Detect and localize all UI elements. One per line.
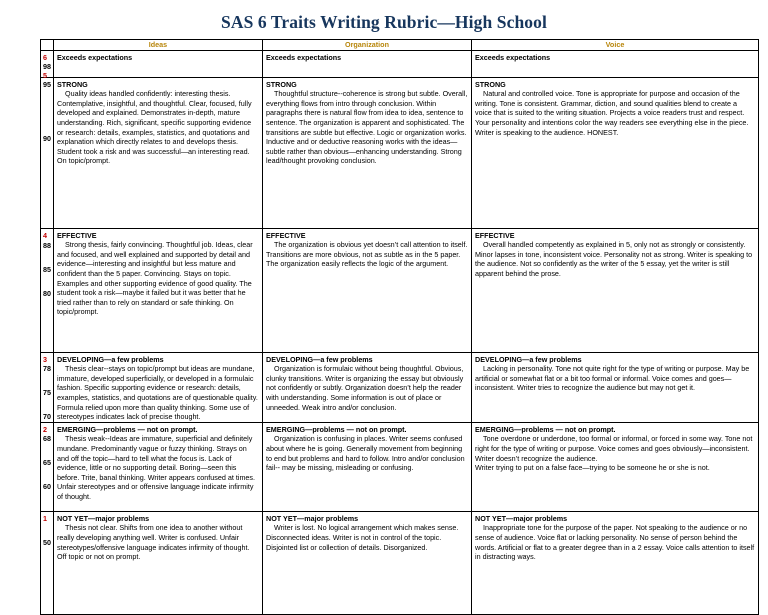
level-label: EMERGING—problems — not on prompt. [57, 424, 198, 434]
level-label: DEVELOPING—a few problems [475, 354, 582, 364]
criteria-cell-voice [472, 511, 759, 614]
level-label: Exceeds expectations [57, 52, 133, 62]
score-number: 3 [43, 354, 47, 364]
criteria-cell-organization [263, 422, 472, 511]
score-number: 85 [43, 264, 51, 274]
column-header-ideas: Ideas [54, 40, 263, 51]
score-cell [41, 511, 54, 614]
level-label: Exceeds expectations [266, 52, 342, 62]
level-description: Writer is lost. No logical arrangement which makes sense. Disconnected ideas. Writer is not in control of the topic. Disjointed list or collection of details. Disorganized. [266, 523, 459, 552]
level-label: EFFECTIVE [57, 230, 97, 240]
score-cell [41, 50, 54, 89]
level-label: STRONG [266, 79, 297, 89]
score-number: 70 [43, 411, 51, 421]
level-description: Thesis weak--Ideas are immature, superficial and definitely mundane. Predominantly vague or fuzzy thinking. Strays on and off the topic—hard to tell what the focus is. Lack of evidence, little or no supporting detail. Boring—seen this before. Trite, banal thinking. Writer appears confused at times. Unfair stereotypes and or offensive language indicate infirmity of thought. [57, 434, 256, 501]
criteria-cell-voice [472, 422, 759, 511]
level-description: Thesis clear--stays on topic/prompt but ideas are mundane, immature, developed superficially, or developed in a formulaic fashion. Specific supporting evidence or research: details, examples, statistics, and quotations are of questionable quality. Formula relied upon more than quality thinking. Some use of stereotypes indicates lack of precise thought. [57, 364, 258, 422]
score-number: 80 [43, 288, 51, 298]
level-label: EFFECTIVE [475, 230, 515, 240]
score-header-cell [41, 40, 54, 51]
score-number: 60 [43, 481, 51, 491]
column-header-voice: Voice [472, 40, 759, 51]
rubric-table [40, 39, 759, 615]
criteria-cell-ideas [54, 511, 263, 614]
level-label: NOT YET—major problems [57, 513, 150, 523]
score-number: 90 [43, 133, 51, 143]
score-number: 95 [43, 79, 51, 89]
rubric-row [41, 228, 759, 352]
criteria-cell-voice [472, 50, 759, 77]
header-row [41, 40, 759, 51]
criteria-cell-organization [263, 77, 472, 228]
level-label: NOT YET—major problems [266, 513, 359, 523]
score-cell [41, 228, 54, 352]
level-label: Exceeds expectations [475, 52, 551, 62]
score-number: 75 [43, 387, 51, 397]
criteria-cell-organization [263, 50, 472, 77]
level-description: Quality ideas handled confidently: interesting thesis. Contemplative, insightful, and thoughtful. Clear, focused, fully developed and explained. Demonstrates in-depth, mature understanding. Rich, significant, specific supporting evidence or research: details, examples, statistics, and quotations and explanation which directly relates to and develops thesis. Student took a risk and was successful—an interesting read. On topic/prompt. [57, 89, 252, 166]
score-number: 2 [43, 424, 47, 434]
level-label: STRONG [57, 79, 88, 89]
criteria-cell-ideas [54, 352, 263, 422]
level-label: DEVELOPING—a few problems [57, 354, 164, 364]
level-description: Organization is confusing in places. Writer seems confused about where he is going. Generally movement from beginning to end but problems and hard to follow. Intro and/or conclusion fail-- may be missing, misleading or confusing. [266, 434, 465, 473]
criteria-cell-voice [472, 228, 759, 352]
level-description: Overall handled competently as explained in 5, only not as strongly or consistently. Minor lapses in tone, inconsistent voice. Personality not as strong. Writer is speaking to the audience. Not so confidently as the writer of the 5 essay, yet the writer is still apparent behind the prose. [475, 240, 753, 278]
rubric-row [41, 422, 759, 511]
column-header-organization: Organization [263, 40, 472, 51]
level-label: EMERGING—problems — not on prompt. [266, 424, 407, 434]
level-description: Natural and controlled voice. Tone is appropriate for purpose and occasion of the writing. Tone is consistent. Grammar, diction, and sound qualities blend to create a voice that is suited to the writing situation. Projects a voice readers trust and respect. Your personality and intentions color the way readers see everything else in the piece. Writer is speaking to the audience. HONEST. [475, 89, 749, 137]
criteria-cell-ideas [54, 50, 263, 77]
score-number: 78 [43, 363, 51, 373]
rubric-body [41, 40, 759, 615]
score-number: 1 [43, 513, 47, 523]
criteria-cell-voice [472, 77, 759, 228]
criteria-cell-organization [263, 511, 472, 614]
score-number: 50 [43, 537, 51, 547]
score-number: 6 [43, 52, 47, 62]
score-number: 5 [43, 70, 47, 80]
score-cell [41, 352, 54, 422]
level-description: Inappropriate tone for the purpose of the paper. Not speaking to the audience or no sense of audience. Voice flat or lacking personality. No sense of person behind the words. Artificial or flat to a greater degree than in a 2 essay. Voice calls attention to itself in distracting ways. [475, 523, 755, 562]
rubric-row [41, 77, 759, 228]
level-label: STRONG [475, 79, 506, 89]
criteria-cell-organization [263, 352, 472, 422]
criteria-cell-organization [263, 228, 472, 352]
page-title: SAS 6 Traits Writing Rubric—High School [221, 12, 547, 32]
criteria-cell-voice [472, 352, 759, 422]
level-description: Organization is formulaic without being thoughtful. Obvious, clunky transitions. Writer is organizing the essay but obviously not confidently or subtly. Organization doesn’t help the reader with understanding. Some information is out of place or unneeded. Weak intro and/or conclusion. [266, 364, 464, 412]
level-label: EMERGING—problems — not on prompt. [475, 424, 616, 434]
score-number: 4 [43, 230, 47, 240]
score-number: 65 [43, 457, 51, 467]
rubric-row [41, 352, 759, 422]
criteria-cell-ideas [54, 77, 263, 228]
criteria-cell-ideas [54, 422, 263, 511]
level-description: Lacking in personality. Tone not quite right for the type of writing or purpose. May be artificial or somewhat flat or a bit too formal or informal. Voice comes and goes—inconsistent. Writer tries to recognize the audience but may not get it. [475, 364, 750, 393]
level-description: Tone overdone or underdone, too formal or informal, or forced in some way. Tone not right for the type of writing or purpose. Voice comes and goes obviously—inconsistent. Writer doesn’t recognize the audience. Writer trying to put on a false face—trying to be someone he or she is not. [475, 434, 753, 473]
score-number: 88 [43, 240, 51, 250]
level-description: Thoughtful structure--coherence is strong but subtle. Overall, everything flows from intro through conclusion. Within paragraphs there is natural flow from idea to idea, sentence to sentence. The organization is apparent and sophisticated. The transitions are subtle but effective. Logic or organization works. Inductive and or deductive reasoning works with the ideas—subtle rather than obvious—enhancing understanding. Strong lead/thought provoking conclusion. [266, 89, 468, 166]
level-label: EFFECTIVE [266, 230, 306, 240]
score-number: 68 [43, 433, 51, 443]
level-description: Thesis not clear. Shifts from one idea to another without really developing anything well. Writer is confused. Unfair stereotypes/offensive language indicates infirmity of thought. Off topic or not on prompt. [57, 523, 250, 562]
score-cell [41, 422, 54, 511]
level-description: Strong thesis, fairly convincing. Thoughtful job. Ideas, clear and focused, and well explained and supported by detail and evidence—interesting and insightful but less mature and confident than the 5 paper. Convincing. Stays on topic. Examples and other supporting evidence of good quality. The student took a risk—maybe it failed but it was better that he tried rather than to rely on standard or safe thinking. On topic/prompt. [57, 240, 253, 317]
criteria-cell-ideas [54, 228, 263, 352]
level-label: NOT YET—major problems [475, 513, 568, 523]
rubric-row [41, 50, 759, 77]
level-label: DEVELOPING—a few problems [266, 354, 373, 364]
score-cell [41, 77, 54, 228]
rubric-row [41, 511, 759, 614]
level-description: The organization is obvious yet doesn’t call attention to itself. Transitions are more obvious, not as subtle as in the 5 paper. The organization easily reflects the logic of the argument. [266, 240, 468, 269]
score-number: 98 [43, 61, 51, 71]
